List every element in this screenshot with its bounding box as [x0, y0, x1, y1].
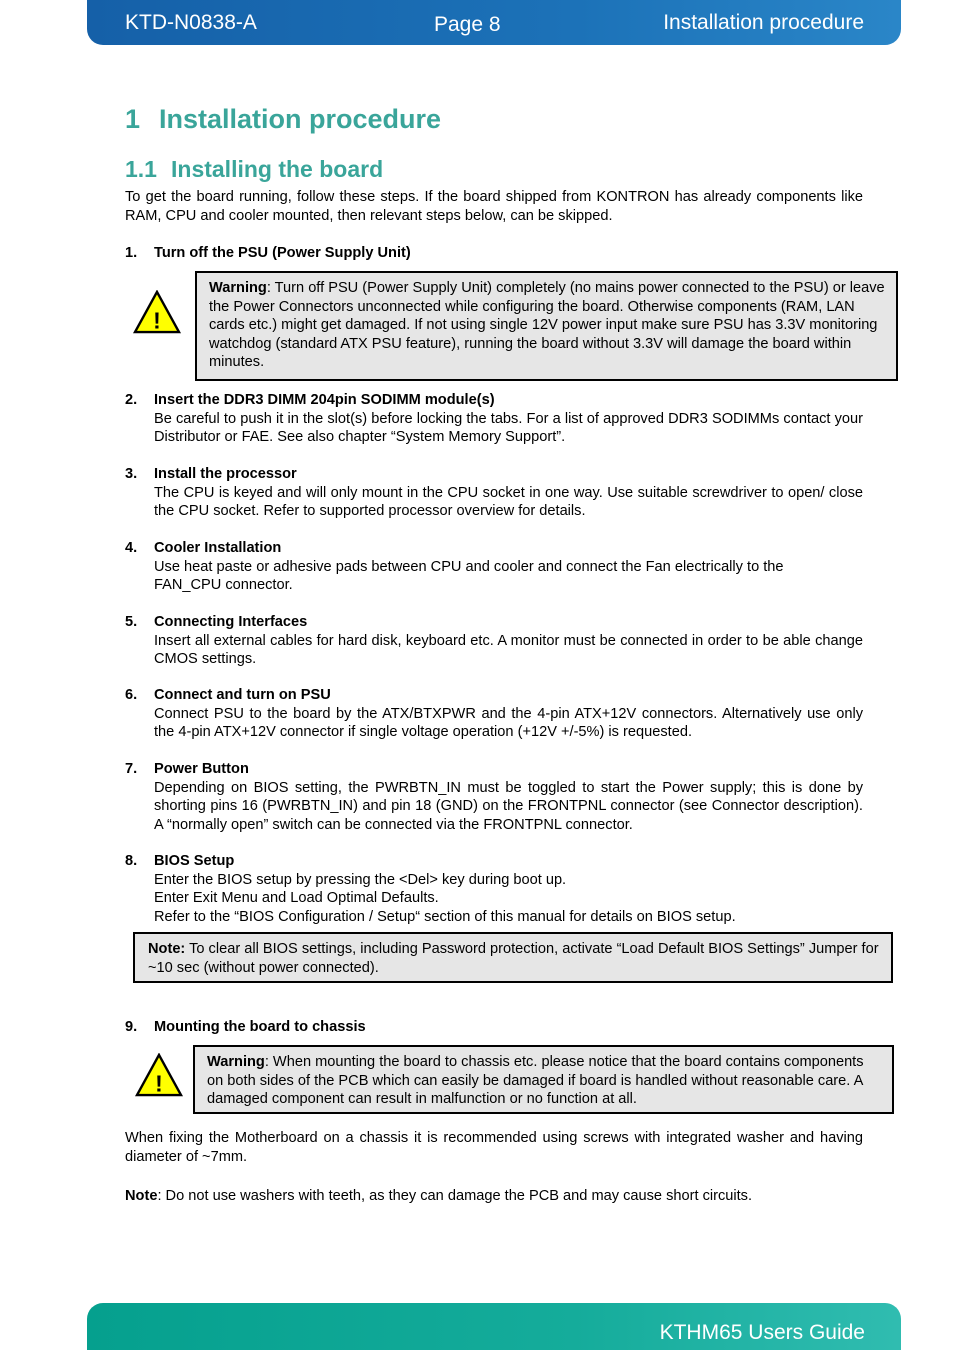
intro-paragraph: To get the board running, follow these steps. If the board shipped from KONTRON has already components like RAM, CPU and cooler mounted, then relevant steps below, can be skipped. — [125, 189, 863, 224]
step-8 — [125, 852, 863, 926]
note-label: Note: — [148, 941, 186, 957]
step-number: 8. — [125, 853, 138, 869]
step-title: Connecting Interfaces — [154, 614, 308, 630]
page-header — [87, 0, 901, 45]
step-7 — [125, 760, 863, 834]
step-9 — [125, 1018, 863, 1037]
step-body: Use heat paste or adhesive pads between CPU and cooler and connect the Fan electrically to the FAN_CPU connector. — [154, 558, 784, 593]
warning-label: Warning — [207, 1054, 265, 1070]
step-3 — [125, 465, 863, 521]
note-box-bios — [133, 932, 893, 983]
step-body: Connect PSU to the board by the ATX/BTXPWR and the 4-pin ATX+12V connectors. Alternatively use only the 4-pin ATX+12V connector if single voltage operation (+12V +/-5%) is requested. — [154, 705, 863, 740]
svg-text:!: ! — [155, 1070, 163, 1097]
step-body: Depending on BIOS setting, the PWRBTN_IN must be toggled to start the Power supply; this is done by shorting pins 16 (PWRBTN_IN) and pin 18 (GND) on the FRONTPNL connector (see Connector description). A “normally open” switch can be connected via the FRONTPNL connector. — [154, 779, 863, 833]
header-doc-id: KTD-N0838-A — [125, 11, 257, 34]
step-5 — [125, 613, 863, 669]
heading-2 — [125, 156, 383, 183]
step-title: Mounting the board to chassis — [154, 1019, 366, 1035]
heading-1-number: 1 — [125, 104, 141, 134]
step-title: BIOS Setup — [154, 853, 235, 869]
step-number: 6. — [125, 687, 138, 703]
step-number: 1. — [125, 245, 138, 261]
step-number: 4. — [125, 540, 138, 556]
svg-text:!: ! — [153, 307, 161, 334]
note-label: Note — [125, 1188, 158, 1204]
warning-text: : Turn off PSU (Power Supply Unit) completely (no mains power connected to the PSU) or leave the Power Connectors unconnected while configuring the board. Otherwise components (RAM, LAN cards etc.) might get damaged. If not using single 12V power input make sure PSU has 3.3V monitoring watchdog (standard ATX PSU feature), running the board without 3.3V will damage the board within minutes. — [209, 280, 885, 370]
warning-triangle-icon — [134, 1053, 184, 1097]
step-number: 2. — [125, 392, 138, 408]
page-footer — [87, 1303, 901, 1350]
warning-box-mounting — [193, 1045, 894, 1114]
heading-2-text: Installing the board — [171, 156, 384, 182]
step-body: Be careful to push it in the slot(s) before locking the tabs. For a list of approved DDR3 SODIMMs contact your Distributor or FAE. See also chapter “System Memory Support”. — [154, 410, 863, 445]
warning-box-psu — [195, 271, 898, 381]
heading-2-number: 1.1 — [125, 156, 157, 182]
washer-note — [125, 1187, 863, 1206]
step-title: Cooler Installation — [154, 540, 282, 556]
step-title: Install the processor — [154, 466, 297, 482]
note-text: To clear all BIOS settings, including Password protection, activate “Load Default BIOS Settings” Jumper for ~10 sec (without power connected). — [148, 941, 879, 976]
step-title: Turn off the PSU (Power Supply Unit) — [154, 245, 411, 261]
step-6 — [125, 686, 863, 742]
step-4 — [125, 539, 863, 595]
heading-1-text: Installation procedure — [159, 104, 442, 134]
step-title: Connect and turn on PSU — [154, 687, 331, 703]
step-body: The CPU is keyed and will only mount in the CPU socket in one way. Use suitable screwdriver to open/ close the CPU socket. Refer to supported processor overview for details. — [154, 484, 863, 519]
step-title: Power Button — [154, 761, 249, 777]
step-body: Insert all external cables for hard disk, keyboard etc. A monitor must be connected in order to be able change CMOS settings. — [154, 632, 863, 667]
step-1 — [125, 244, 863, 263]
warning-triangle-icon — [132, 290, 182, 334]
step-number: 3. — [125, 466, 138, 482]
heading-1 — [125, 104, 441, 135]
footer-guide-title: KTHM65 Users Guide — [659, 1321, 865, 1344]
step-number: 7. — [125, 761, 138, 777]
warning-text: : When mounting the board to chassis etc. please notice that the board contains components on both sides of the PCB which can easily be damaged if board is handled without reasonable care. A damaged component can result in malfunction or no function at all. — [207, 1054, 864, 1107]
step-title: Insert the DDR3 DIMM 204pin SODIMM module(s) — [154, 392, 495, 408]
step-2 — [125, 391, 863, 447]
step-body-line: Enter Exit Menu and Load Optimal Defaults. — [154, 890, 439, 906]
step-body-line: Enter the BIOS setup by pressing the <Del> key during boot up. — [154, 871, 567, 888]
mounting-paragraph: When fixing the Motherboard on a chassis it is recommended using screws with integrated washer and having diameter of ~7mm. — [125, 1130, 863, 1165]
header-section-title: Installation procedure — [663, 11, 864, 34]
warning-label: Warning — [209, 280, 267, 296]
header-page-number: Page 8 — [434, 13, 501, 36]
step-number: 5. — [125, 614, 138, 630]
step-body-line: Refer to the “BIOS Configuration / Setup“ section of this manual for details on BIOS setup. — [154, 908, 736, 925]
step-number: 9. — [125, 1019, 138, 1035]
note-text: : Do not use washers with teeth, as they can damage the PCB and may cause short circuits. — [157, 1188, 753, 1204]
